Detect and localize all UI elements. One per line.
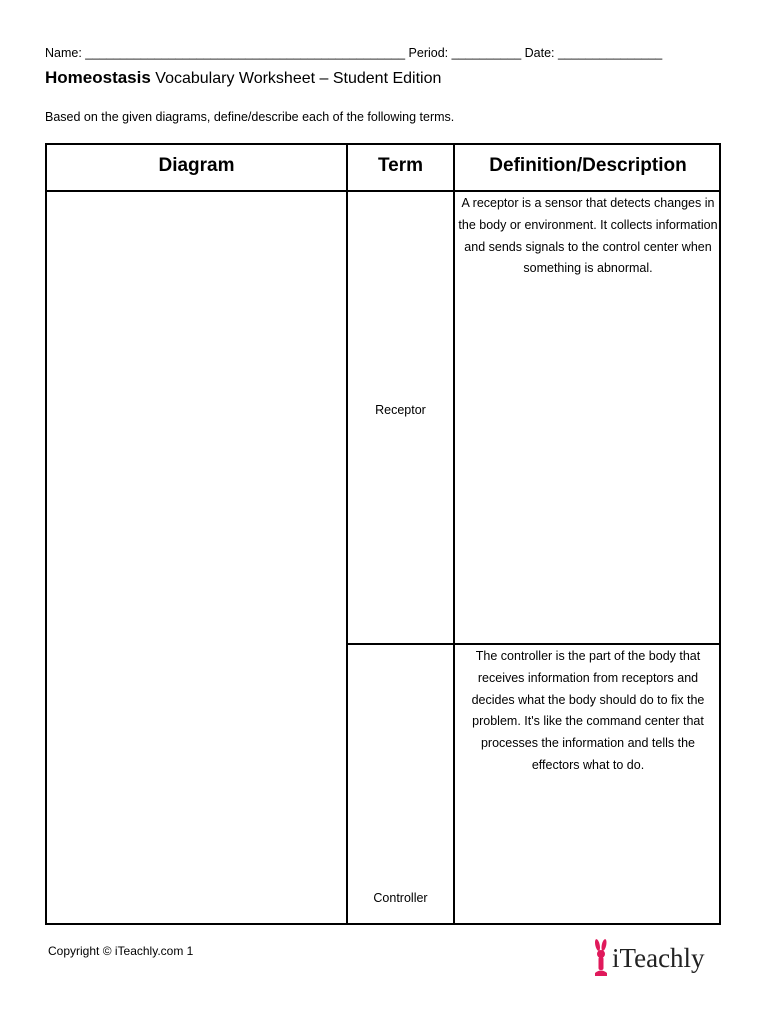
copyright-text: Copyright © iTeachly.com 1 [48,944,194,958]
logo-text: iTeachly [612,942,705,973]
definition-controller: The controller is the part of the body that receives information from receptors and decides what the body should do to fix the problem. It's like the command center that processes the information and tells the effectors what to do. [471,649,705,772]
iteachly-logo [592,938,705,978]
instructions: Based on the given diagrams, define/describe each of the following terms. [45,110,455,124]
worksheet-title [45,68,441,88]
definition-receptor: A receptor is a sensor that detects changes in the body or environment. It collects information and sends signals to the control center when something is abnormal. [458,196,718,276]
term-receptor: Receptor [375,403,426,417]
name-period-date-line: Name: ______________________________________________ Period: __________ Date: _______________ [45,46,663,60]
title-topic: Homeostasis [45,68,151,87]
column-header-definition: Definition/Description [489,154,687,176]
column-header-diagram: Diagram [158,154,235,176]
row-divider [348,643,719,645]
term-controller: Controller [373,891,428,905]
column-divider [453,145,455,923]
column-header-term: Term [377,154,424,176]
diagram-cell [47,192,346,923]
column-divider [346,145,348,923]
bunny-icon [592,939,610,977]
title-subtitle: Vocabulary Worksheet – Student Edition [150,70,442,87]
vocabulary-table [45,143,721,925]
